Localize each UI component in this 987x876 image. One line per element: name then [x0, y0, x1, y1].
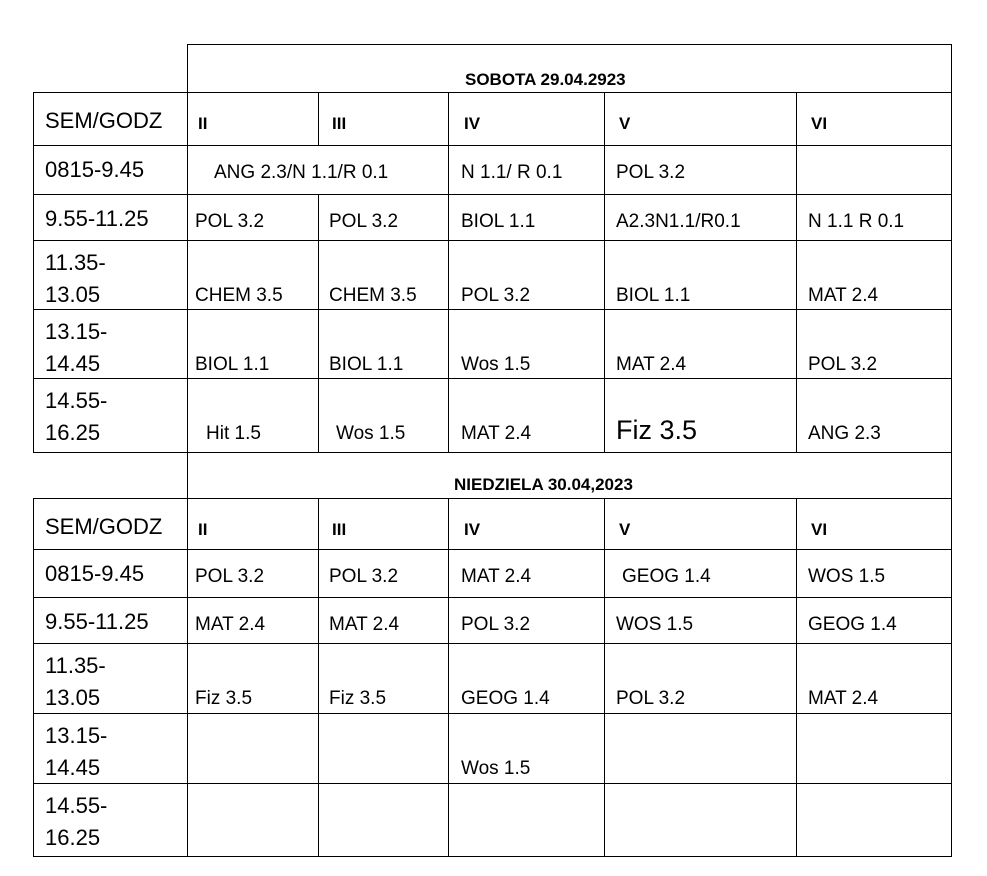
- sunday-title: NIEDZIELA 30.04,2023: [454, 475, 633, 494]
- border-line: [33, 92, 34, 452]
- row-time: 13.05: [45, 685, 101, 710]
- border-line: [33, 549, 952, 550]
- header-semester: III: [332, 520, 347, 539]
- cell: N 1.1/ R 0.1: [461, 162, 563, 183]
- border-line: [796, 498, 797, 857]
- cell: N 1.1 R 0.1: [808, 211, 905, 232]
- row-time: 13.05: [45, 282, 101, 307]
- header-semester: IV: [464, 114, 481, 133]
- header-semester: II: [198, 114, 208, 133]
- header-semester: VI: [811, 114, 828, 133]
- cell: MAT 2.4: [195, 614, 266, 635]
- row-time: 14.55-: [45, 793, 108, 818]
- border-line: [33, 713, 952, 714]
- border-line: [33, 643, 952, 644]
- row-time: 14.55-: [45, 388, 108, 413]
- cell: POL 3.2: [329, 566, 399, 587]
- cell: CHEM 3.5: [195, 285, 283, 306]
- cell: MAT 2.4: [808, 688, 879, 709]
- header-sem-godz: SEM/GODZ: [45, 108, 163, 133]
- border-line: [33, 309, 952, 310]
- cell: Fiz 3.5: [616, 415, 698, 445]
- cell: POL 3.2: [195, 566, 265, 587]
- cell: GEOG 1.4: [461, 688, 550, 709]
- border-line: [318, 498, 319, 857]
- cell: BIOL 1.1: [329, 354, 404, 375]
- cell: Fiz 3.5: [195, 688, 253, 709]
- border-line: [448, 498, 449, 857]
- cell: MAT 2.4: [808, 285, 879, 306]
- border-line: [33, 498, 952, 499]
- row-time: 0815-9.45: [45, 561, 145, 586]
- border-line: [318, 92, 319, 145]
- cell: POL 3.2: [808, 354, 878, 375]
- cell: WOS 1.5: [616, 614, 694, 635]
- cell: MAT 2.4: [616, 354, 687, 375]
- border-line: [33, 498, 34, 857]
- cell: BIOL 1.1: [616, 285, 691, 306]
- row-time: 16.25: [45, 420, 101, 445]
- cell: Fiz 3.5: [329, 688, 387, 709]
- header-semester: III: [332, 114, 347, 133]
- row-time: 11.35-: [45, 653, 106, 678]
- merged-cell: ANG 2.3/N 1.1/R 0.1: [214, 162, 389, 183]
- cell: Wos 1.5: [461, 354, 531, 375]
- cell: WOS 1.5: [808, 566, 886, 587]
- header-semester: V: [619, 114, 631, 133]
- cell: GEOG 1.4: [808, 614, 897, 635]
- row-time: 9.55-11.25: [45, 206, 149, 231]
- cell: POL 3.2: [616, 162, 686, 183]
- border-line: [796, 92, 797, 452]
- border-line: [33, 240, 952, 241]
- cell: Hit 1.5: [206, 423, 261, 444]
- cell: BIOL 1.1: [195, 354, 270, 375]
- row-time: 11.35-: [45, 250, 106, 275]
- border-line: [33, 452, 952, 453]
- row-time: 14.45: [45, 351, 101, 376]
- cell: ANG 2.3: [808, 423, 881, 444]
- header-semester: VI: [811, 520, 828, 539]
- cell: BIOL 1.1: [461, 211, 536, 232]
- border-line: [33, 378, 952, 379]
- cell: A2.3N1.1/R0.1: [616, 211, 741, 232]
- border-line: [33, 856, 952, 857]
- border-line: [951, 44, 952, 857]
- border-line: [33, 194, 952, 195]
- row-time: 0815-9.45: [45, 157, 145, 182]
- border-line: [318, 194, 319, 452]
- cell: MAT 2.4: [461, 566, 532, 587]
- border-line: [187, 44, 188, 857]
- row-time: 14.45: [45, 755, 101, 780]
- cell: MAT 2.4: [329, 614, 400, 635]
- border-line: [604, 92, 605, 452]
- header-semester: V: [619, 520, 631, 539]
- cell: CHEM 3.5: [329, 285, 417, 306]
- border-line: [33, 92, 952, 93]
- border-line: [33, 145, 952, 146]
- row-time: 9.55-11.25: [45, 609, 149, 634]
- cell: GEOG 1.4: [622, 566, 711, 587]
- border-line: [187, 44, 952, 45]
- header-semester: IV: [464, 520, 481, 539]
- border-line: [448, 92, 449, 452]
- cell: POL 3.2: [195, 211, 265, 232]
- cell: POL 3.2: [461, 285, 531, 306]
- row-time: 13.15-: [45, 723, 108, 748]
- cell: POL 3.2: [616, 688, 686, 709]
- cell: Wos 1.5: [336, 423, 406, 444]
- header-sem-godz: SEM/GODZ: [45, 514, 163, 539]
- row-time: 13.15-: [45, 319, 108, 344]
- border-line: [33, 597, 952, 598]
- row-time: 16.25: [45, 825, 101, 850]
- border-line: [604, 498, 605, 857]
- cell: Wos 1.5: [461, 758, 531, 779]
- cell: MAT 2.4: [461, 423, 532, 444]
- header-semester: II: [198, 520, 208, 539]
- cell: POL 3.2: [461, 614, 531, 635]
- cell: POL 3.2: [329, 211, 399, 232]
- saturday-title: SOBOTA 29.04.2923: [465, 70, 626, 89]
- border-line: [33, 783, 952, 784]
